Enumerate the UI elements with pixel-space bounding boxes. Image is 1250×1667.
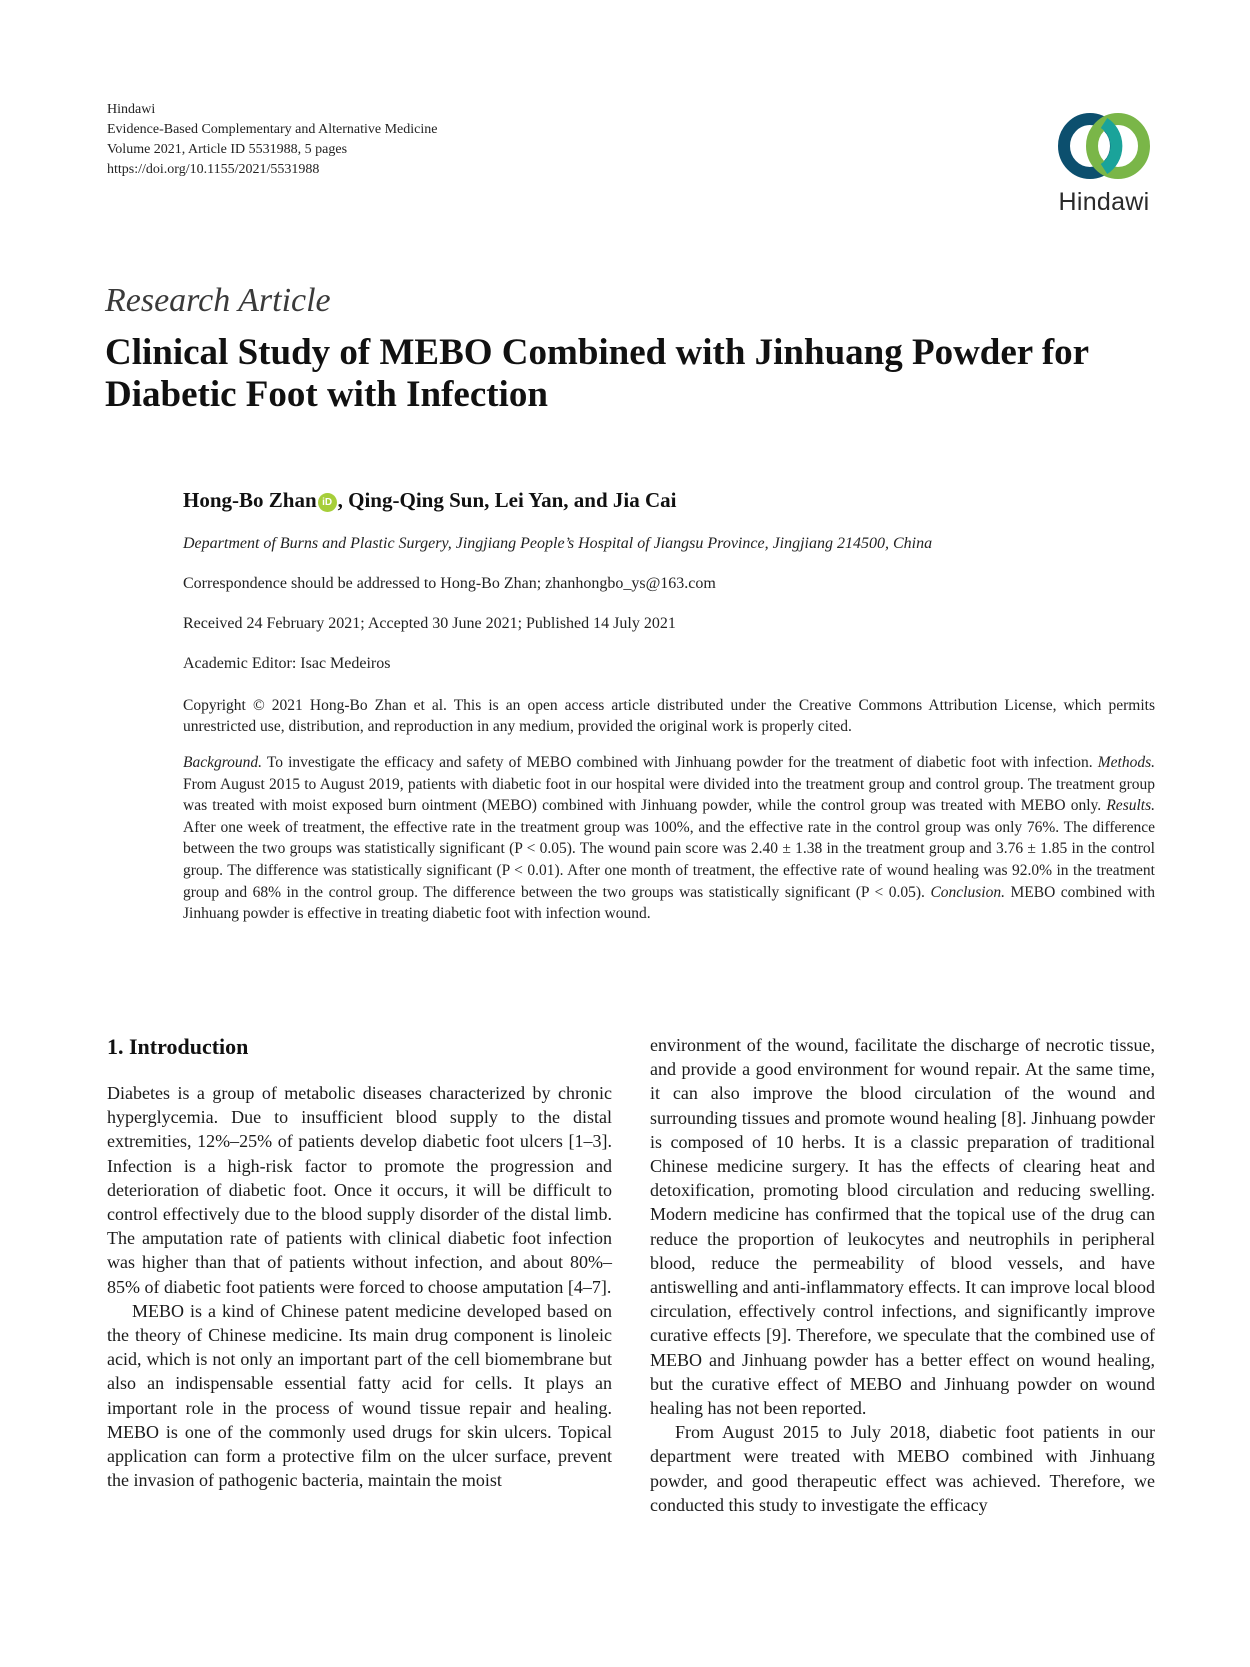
abstract-conclusion: MEBO combined with Jinhuang powder is effective in treating diabetic foot with infection wound. — [183, 883, 1155, 923]
academic-editor: Academic Editor: Isac Medeiros — [183, 655, 391, 672]
other-authors: , Qing-Qing Sun, Lei Yan, and Jia Cai — [337, 488, 677, 512]
paragraph: environment of the wound, facilitate the discharge of necrotic tissue, and provide a good environment for wound repair. At the same time, it can also improve the blood circulation of the wound and surrounding tissues and promote wound healing [8]. Jinhuang powder is composed of 10 herbs. It is a classic preparation of traditional Chinese medicine surgery. It has the effects of clearing heat and detoxification, promoting blood circulation and reducing swelling. Modern medicine has confirmed that the topical use of the drug can reduce the proportion of leukocytes and neutrophils in peripheral blood, reduce the permeability of blood vessels, and have antiswelling and anti-inflammatory effects. It can improve local blood circulation, effectively control infections, and significantly improve curative effects [9]. Therefore, we speculate that the combined use of MEBO and Jinhuang powder has a better effect on wound healing, but the curative effect of MEBO and Jinhuang powder on wound healing has not been reported. — [650, 1035, 1156, 1419]
orcid-icon[interactable]: iD — [318, 493, 337, 512]
hindawi-rings-icon — [1048, 108, 1160, 188]
abstract-methods-label: Methods. — [1097, 754, 1155, 771]
volume-info: Volume 2021, Article ID 5531988, 5 pages — [107, 142, 348, 157]
author-list — [183, 488, 676, 513]
right-column — [650, 1033, 1155, 1517]
journal-name: Evidence-Based Complementary and Alternative Medicine — [107, 122, 438, 137]
affiliation: Department of Burns and Plastic Surgery, Jingjiang People’s Hospital of Jiangsu Province, Jingjiang 214500, China — [183, 535, 933, 552]
left-column — [107, 1081, 612, 1492]
article-type: Research Article — [105, 282, 331, 319]
paragraph: MEBO is a kind of Chinese patent medicine developed based on the theory of Chinese medicine. Its main drug component is linoleic acid, which is not only an important part of the cell biomembrane but also an indispensable essential fatty acid for cells. It plays an important role in the process of wound tissue repair and healing. MEBO is one of the commonly used drugs for skin ulcers. Topical application can form a protective film on the ulcer surface, prevent the invasion of pathogenic bacteria, maintain the moist — [107, 1300, 612, 1491]
abstract — [183, 752, 1155, 925]
abstract-results-label: Results. — [1106, 797, 1155, 815]
hindawi-logo — [1048, 108, 1160, 218]
journal-header — [107, 100, 437, 180]
abstract-conclusion-label: Conclusion. — [930, 883, 1005, 901]
copyright-notice: Copyright © 2021 Hong-Bo Zhan et al. This is an open access article distributed under the Creative Commons Attribution License, which permits unrestricted use, distribution, and reproduction in any medium, provided the original work is properly cited. — [183, 697, 1155, 735]
doi-link[interactable]: https://doi.org/10.1155/2021/5531988 — [107, 162, 320, 177]
abstract-methods: From August 2015 to August 2019, patients with diabetic foot in our hospital were divided into the treatment group and control group. The treatment group was treated with moist exposed burn ointment (MEBO) combined with Jinhuang powder, while the control group was treated with MEBO only. — [183, 775, 1155, 815]
abstract-results: After one week of treatment, the effective rate in the treatment group was 100%, and the effective rate in the control group was only 76%. The difference between the two groups was statistically significant (P < 0.05). The wound pain score was 2.40 ± 1.38 in the treatment group and 3.76 ± 1.85 in the control group. The difference was statistically significant (P < 0.01). After one month of treatment, the effective rate of wound healing was 92.0% in the treatment group and 68% in the control group. The difference between the two groups was statistically significant (P < 0.05). — [183, 818, 1155, 901]
hindawi-wordmark: Hindawi — [1058, 188, 1150, 216]
article-title: Clinical Study of MEBO Combined with Jinhuang Powder for Diabetic Foot with Infection — [105, 332, 1089, 415]
paragraph: From August 2015 to July 2018, diabetic foot patients in our department were treated with MEBO combined with Jinhuang powder, and good therapeutic effect was achieved. Therefore, we conducted this study to investigate the efficacy — [650, 1422, 1155, 1515]
abstract-background: To investigate the efficacy and safety of MEBO combined with Jinhuang powder for the treatment of diabetic foot with infection. — [262, 754, 1098, 771]
paragraph: Diabetes is a group of metabolic diseases characterized by chronic hyperglycemia. Due to insufficient blood supply to the distal extremities, 12%–25% of patients develop diabetic foot ulcers [1–3]. Infection is a high-risk factor to promote the progression and deterioration of diabetic foot. Once it occurs, it will be difficult to control effectively due to the blood supply disorder of the distal limb. The amputation rate of patients with clinical diabetic foot infection was higher than that of patients without infection, and about 80%–85% of diabetic foot patients were forced to choose amputation [4–7]. — [107, 1083, 612, 1297]
first-author[interactable]: Hong-Bo Zhan — [183, 488, 317, 512]
correspondence: Correspondence should be addressed to Hong-Bo Zhan; zhanhongbo_ys@163.com — [183, 575, 716, 592]
publisher-name: Hindawi — [107, 102, 156, 117]
section-heading: 1. Introduction — [107, 1034, 249, 1059]
abstract-background-label: Background. — [183, 754, 263, 771]
publication-dates: Received 24 February 2021; Accepted 30 June 2021; Published 14 July 2021 — [183, 615, 676, 632]
